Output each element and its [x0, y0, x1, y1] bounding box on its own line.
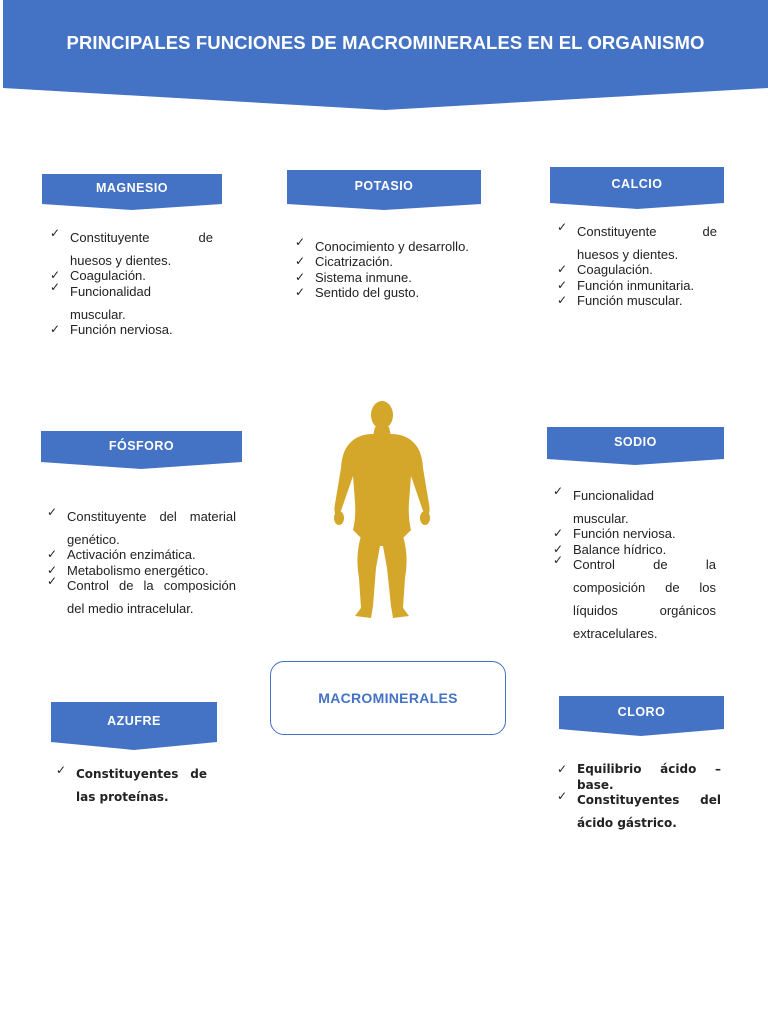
- tag-label-azufre: AZUFRE: [107, 714, 161, 728]
- list-item: ✓ Función nerviosa.: [553, 526, 676, 541]
- list-item: ✓ Funcionalidad muscular.: [50, 279, 151, 322]
- checkmark-icon: ✓: [56, 763, 67, 777]
- list-calcio: [555, 220, 717, 309]
- checkmark-icon: ✓: [47, 562, 58, 577]
- list-magnesio: [48, 226, 213, 337]
- tag-label-sodio: SODIO: [614, 435, 657, 449]
- list-item: ✓ Control de la composición del medio intracelular.: [47, 574, 236, 616]
- list-item: ✓ Control de la composición de los líquidos orgánicos extracelulares.: [553, 553, 716, 641]
- list-item: ✓ Constituyente de huesos y dientes.: [557, 220, 717, 262]
- checkmark-icon: ✓: [553, 484, 564, 498]
- tag-magnesio: [42, 174, 222, 210]
- list-item: ✓ Coagulación.: [557, 262, 653, 277]
- human-figure-icon: [325, 398, 440, 623]
- list-item: ✓ Conocimiento y desarrollo.: [295, 235, 469, 254]
- center-label-box: [270, 661, 506, 735]
- title-banner: [3, 0, 768, 112]
- tag-label-fosforo: FÓSFORO: [108, 439, 175, 453]
- list-sodio: [551, 484, 716, 641]
- checkmark-icon: ✓: [557, 293, 568, 307]
- tag-label-potasio: POTASIO: [354, 179, 414, 193]
- list-potasio: [293, 235, 471, 301]
- tag-cloro: [559, 696, 724, 736]
- checkmark-icon: ✓: [47, 547, 58, 561]
- tag-label-calcio: CALCIO: [611, 177, 663, 191]
- checkmark-icon: ✓: [295, 254, 306, 268]
- list-item: ✓ Metabolismo energético.: [47, 562, 209, 578]
- checkmark-icon: ✓: [47, 505, 58, 519]
- list-cloro: [555, 762, 721, 831]
- list-item: ✓ Sentido del gusto.: [295, 285, 420, 300]
- list-item: ✓ Constituyentes del ácido gástrico.: [557, 789, 721, 830]
- list-azufre: [54, 763, 207, 805]
- title-banner-shape: [3, 0, 768, 112]
- list-fosforo: [45, 505, 236, 616]
- list-item: ✓ Sistema inmune.: [295, 269, 412, 285]
- tag-fosforo: [41, 431, 242, 469]
- tag-label-cloro: CLORO: [617, 705, 666, 719]
- checkmark-icon: ✓: [295, 269, 306, 284]
- list-item: ✓ Constituyente del material genético.: [47, 505, 236, 547]
- list-item: ✓ Funcionalidad muscular.: [553, 484, 654, 526]
- page-title: PRINCIPALES FUNCIONES DE MACROMINERALES EN EL ORGANISMO: [66, 32, 705, 53]
- checkmark-icon: ✓: [295, 235, 306, 249]
- checkmark-icon: ✓: [50, 279, 61, 294]
- checkmark-icon: ✓: [295, 285, 306, 299]
- checkmark-icon: ✓: [50, 226, 61, 240]
- checkmark-icon: ✓: [553, 541, 564, 556]
- checkmark-icon: ✓: [557, 277, 568, 292]
- checkmark-icon: ✓: [50, 268, 61, 282]
- checkmark-icon: ✓: [557, 220, 568, 234]
- checkmark-icon: ✓: [557, 262, 568, 276]
- list-item: ✓ Activación enzimática.: [47, 547, 196, 562]
- tag-azufre: [51, 702, 217, 750]
- list-item: ✓ Cicatrización.: [295, 254, 394, 269]
- checkmark-icon: ✓: [557, 789, 568, 803]
- list-item: ✓ Función nerviosa.: [50, 321, 173, 337]
- checkmark-icon: ✓: [47, 574, 58, 588]
- center-label: MACROMINERALES: [318, 690, 458, 706]
- checkmark-icon: ✓: [50, 321, 61, 336]
- tag-label-magnesio: MAGNESIO: [95, 181, 169, 195]
- tag-sodio: [547, 427, 724, 465]
- list-item: ✓ Constituyente de huesos y dientes.: [50, 226, 213, 268]
- list-item: ✓ Constituyentes de las proteínas.: [56, 763, 207, 804]
- tag-calcio: [550, 167, 724, 209]
- list-item: ✓ Balance hídrico.: [553, 541, 667, 557]
- list-item: ✓ Función muscular.: [557, 293, 683, 308]
- checkmark-icon: ✓: [553, 526, 564, 540]
- checkmark-icon: ✓: [557, 762, 568, 776]
- checkmark-icon: ✓: [553, 553, 564, 567]
- list-item: ✓ Equilibrio ácido – base.: [557, 762, 721, 792]
- list-item: ✓ Función inmunitaria.: [557, 277, 695, 293]
- list-item: ✓ Coagulación.: [50, 268, 146, 283]
- tag-potasio: [287, 170, 481, 210]
